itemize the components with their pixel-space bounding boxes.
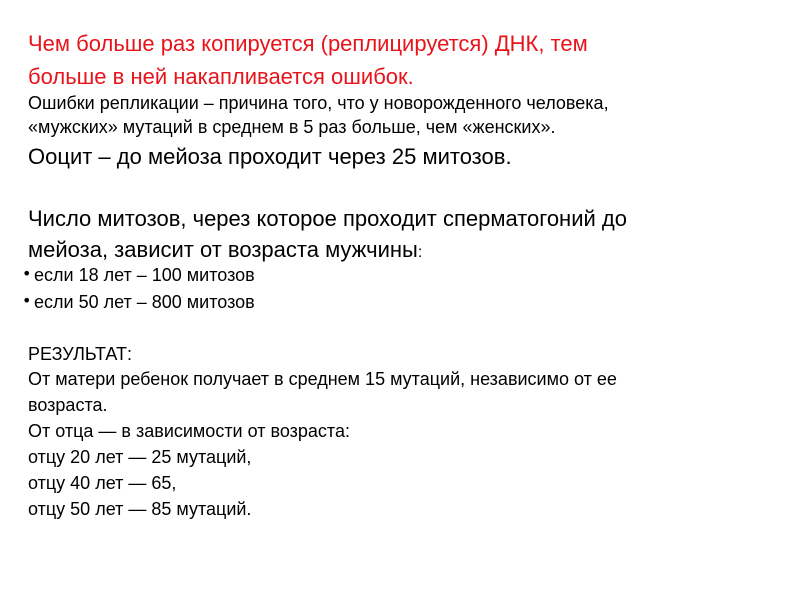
result-line-5: отцу 40 лет — 65,	[28, 473, 177, 493]
result-line-3: От отца — в зависимости от возраста:	[28, 421, 350, 441]
intro-line-5: Ооцит – до мейоза проходит через 25 митозов.	[28, 144, 512, 169]
bullet-dot: •	[22, 291, 32, 310]
bullet-item: если 18 лет – 100 митозов	[34, 265, 255, 285]
mitosis-line-1: Число митозов, через которое проходит сперматогоний до	[28, 206, 627, 231]
mitosis-line-2-text: мейоза, зависит от возраста мужчины	[28, 237, 418, 262]
mitosis-colon: :	[417, 244, 423, 261]
intro-line-3: Ошибки репликации – причина того, что у новорожденного человека,	[28, 93, 609, 113]
mitosis-line-2	[28, 239, 422, 261]
bullet-item: если 50 лет – 800 митозов	[34, 292, 255, 312]
intro-line-1: Чем больше раз копируется (реплицируется) ДНК, тем	[28, 31, 588, 56]
intro-line-4: «мужских» мутаций в среднем в 5 раз больше, чем «женских».	[28, 117, 556, 137]
bullet-dot: •	[22, 264, 32, 283]
result-line-4: отцу 20 лет — 25 мутаций,	[28, 447, 252, 467]
result-line-2: возраста.	[28, 395, 108, 415]
result-heading: РЕЗУЛЬТАТ:	[28, 344, 132, 364]
result-line-1: От матери ребенок получает в среднем 15 мутаций, независимо от ее	[28, 369, 617, 389]
result-line-6: отцу 50 лет — 85 мутаций.	[28, 499, 252, 519]
intro-line-2: больше в ней накапливается ошибок.	[28, 64, 414, 89]
